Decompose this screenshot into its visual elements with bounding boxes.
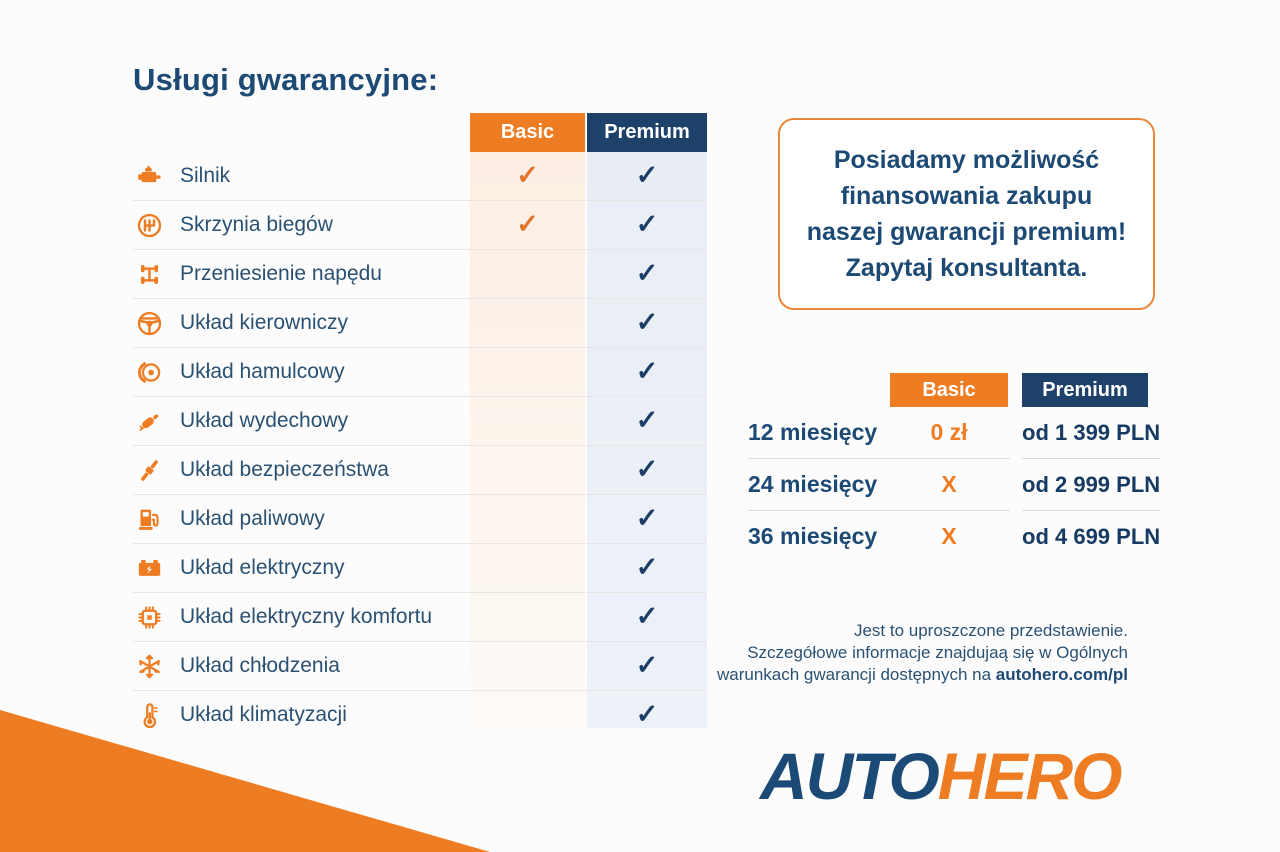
chip-icon [134, 602, 164, 632]
premium-check: ✓ [635, 503, 659, 533]
brake-icon [134, 357, 164, 387]
pricing-premium-header: Premium [1022, 373, 1148, 407]
premium-check: ✓ [635, 699, 659, 729]
table-row [133, 152, 707, 201]
premium-check: ✓ [635, 258, 659, 288]
premium-check: ✓ [635, 650, 659, 680]
table-row [133, 446, 707, 495]
disclaimer-line: warunkach gwarancji dostępnych na autohero.com/pl [716, 665, 1128, 684]
thermometer-icon [134, 700, 164, 730]
disclaimer-line: Jest to uproszczone przedstawienie. [853, 621, 1128, 640]
pricing-basic-header: Basic [890, 373, 1008, 407]
premium-check: ✓ [635, 356, 659, 386]
premium-price: od 1 399 PLN [1022, 419, 1161, 445]
service-label: Przeniesienie napędu [180, 262, 382, 285]
basic-check [470, 593, 585, 641]
pricing-rows [748, 407, 1160, 562]
promo-line: finansowania zakupu [840, 182, 1093, 210]
promo-line: naszej gwarancji premium! [806, 218, 1127, 246]
page-title: Usługi gwarancyjne: [133, 62, 439, 97]
row-divider [748, 510, 1160, 511]
service-label: Skrzynia biegów [180, 213, 333, 236]
premium-column-header: Premium [587, 113, 707, 152]
row-divider [748, 458, 1160, 459]
basic-check [470, 544, 585, 592]
snowflake-icon [134, 651, 164, 681]
gearbox-icon [134, 210, 164, 240]
autohero-url: autohero.com/pl [995, 665, 1128, 684]
engine-icon [134, 161, 164, 191]
premium-check: ✓ [635, 601, 659, 631]
service-label: Silnik [180, 164, 231, 187]
table-row [748, 511, 1160, 562]
logo-auto-text: AUTO [760, 739, 938, 813]
steering-wheel-icon [134, 308, 164, 338]
table-row [133, 495, 707, 544]
fuel-pump-icon [134, 504, 164, 534]
period-label: 12 miesięcy [748, 419, 878, 445]
table-row [133, 544, 707, 593]
basic-price: 0 zł [930, 419, 968, 445]
battery-icon [134, 553, 164, 583]
service-label: Układ wydechowy [180, 409, 349, 432]
financing-info-box [778, 118, 1155, 310]
promo-line: Posiadamy możliwość [833, 146, 1100, 174]
service-label: Układ elektryczny [180, 556, 345, 579]
premium-check: ✓ [635, 160, 659, 190]
table-row [133, 348, 707, 397]
disclaimer-line: Szczegółowe informacje znajdujaą się w Ogólnych [747, 643, 1128, 662]
table-row [133, 250, 707, 299]
period-label: 36 miesięcy [748, 523, 878, 549]
service-label: Układ bezpieczeństwa [180, 458, 389, 481]
premium-check: ✓ [635, 307, 659, 337]
service-label: Układ chłodzenia [180, 654, 340, 677]
basic-check [470, 642, 585, 690]
basic-column-header: Basic [470, 113, 585, 152]
premium-check: ✓ [635, 454, 659, 484]
table-row [133, 397, 707, 446]
table-row [133, 299, 707, 348]
premium-check: ✓ [635, 552, 659, 582]
seatbelt-icon [134, 455, 164, 485]
premium-check: ✓ [635, 405, 659, 435]
promo-line: Zapytaj konsultanta. [845, 254, 1088, 282]
service-rows [133, 152, 707, 739]
autohero-logo [760, 738, 1120, 814]
basic-check [470, 691, 585, 739]
basic-check: ✓ [516, 209, 539, 239]
table-row [748, 459, 1160, 510]
basic-check [470, 495, 585, 543]
basic-check [470, 446, 585, 494]
table-row [133, 642, 707, 691]
service-label: Układ paliwowy [180, 507, 325, 530]
table-row [133, 593, 707, 642]
table-row [133, 691, 707, 739]
basic-price: X [941, 523, 957, 549]
basic-check [470, 348, 585, 396]
basic-check [470, 397, 585, 445]
basic-price: X [941, 471, 957, 497]
table-row [748, 407, 1160, 458]
services-table [133, 113, 707, 728]
drivetrain-icon [134, 259, 164, 289]
service-label: Układ klimatyzacji [180, 703, 347, 726]
disclaimer [658, 620, 1128, 686]
service-label: Układ hamulcowy [180, 360, 345, 383]
premium-price: od 4 699 PLN [1022, 523, 1161, 549]
basic-check: ✓ [516, 160, 539, 190]
logo-hero-text: HERO [937, 739, 1121, 813]
exhaust-icon [134, 406, 164, 436]
service-label: Układ kierowniczy [180, 311, 349, 334]
premium-check: ✓ [635, 209, 659, 239]
basic-check [470, 299, 585, 347]
service-label: Układ elektryczny komfortu [180, 605, 433, 628]
premium-price: od 2 999 PLN [1022, 471, 1161, 497]
basic-check [470, 250, 585, 298]
period-label: 24 miesięcy [748, 471, 878, 497]
table-row [133, 201, 707, 250]
